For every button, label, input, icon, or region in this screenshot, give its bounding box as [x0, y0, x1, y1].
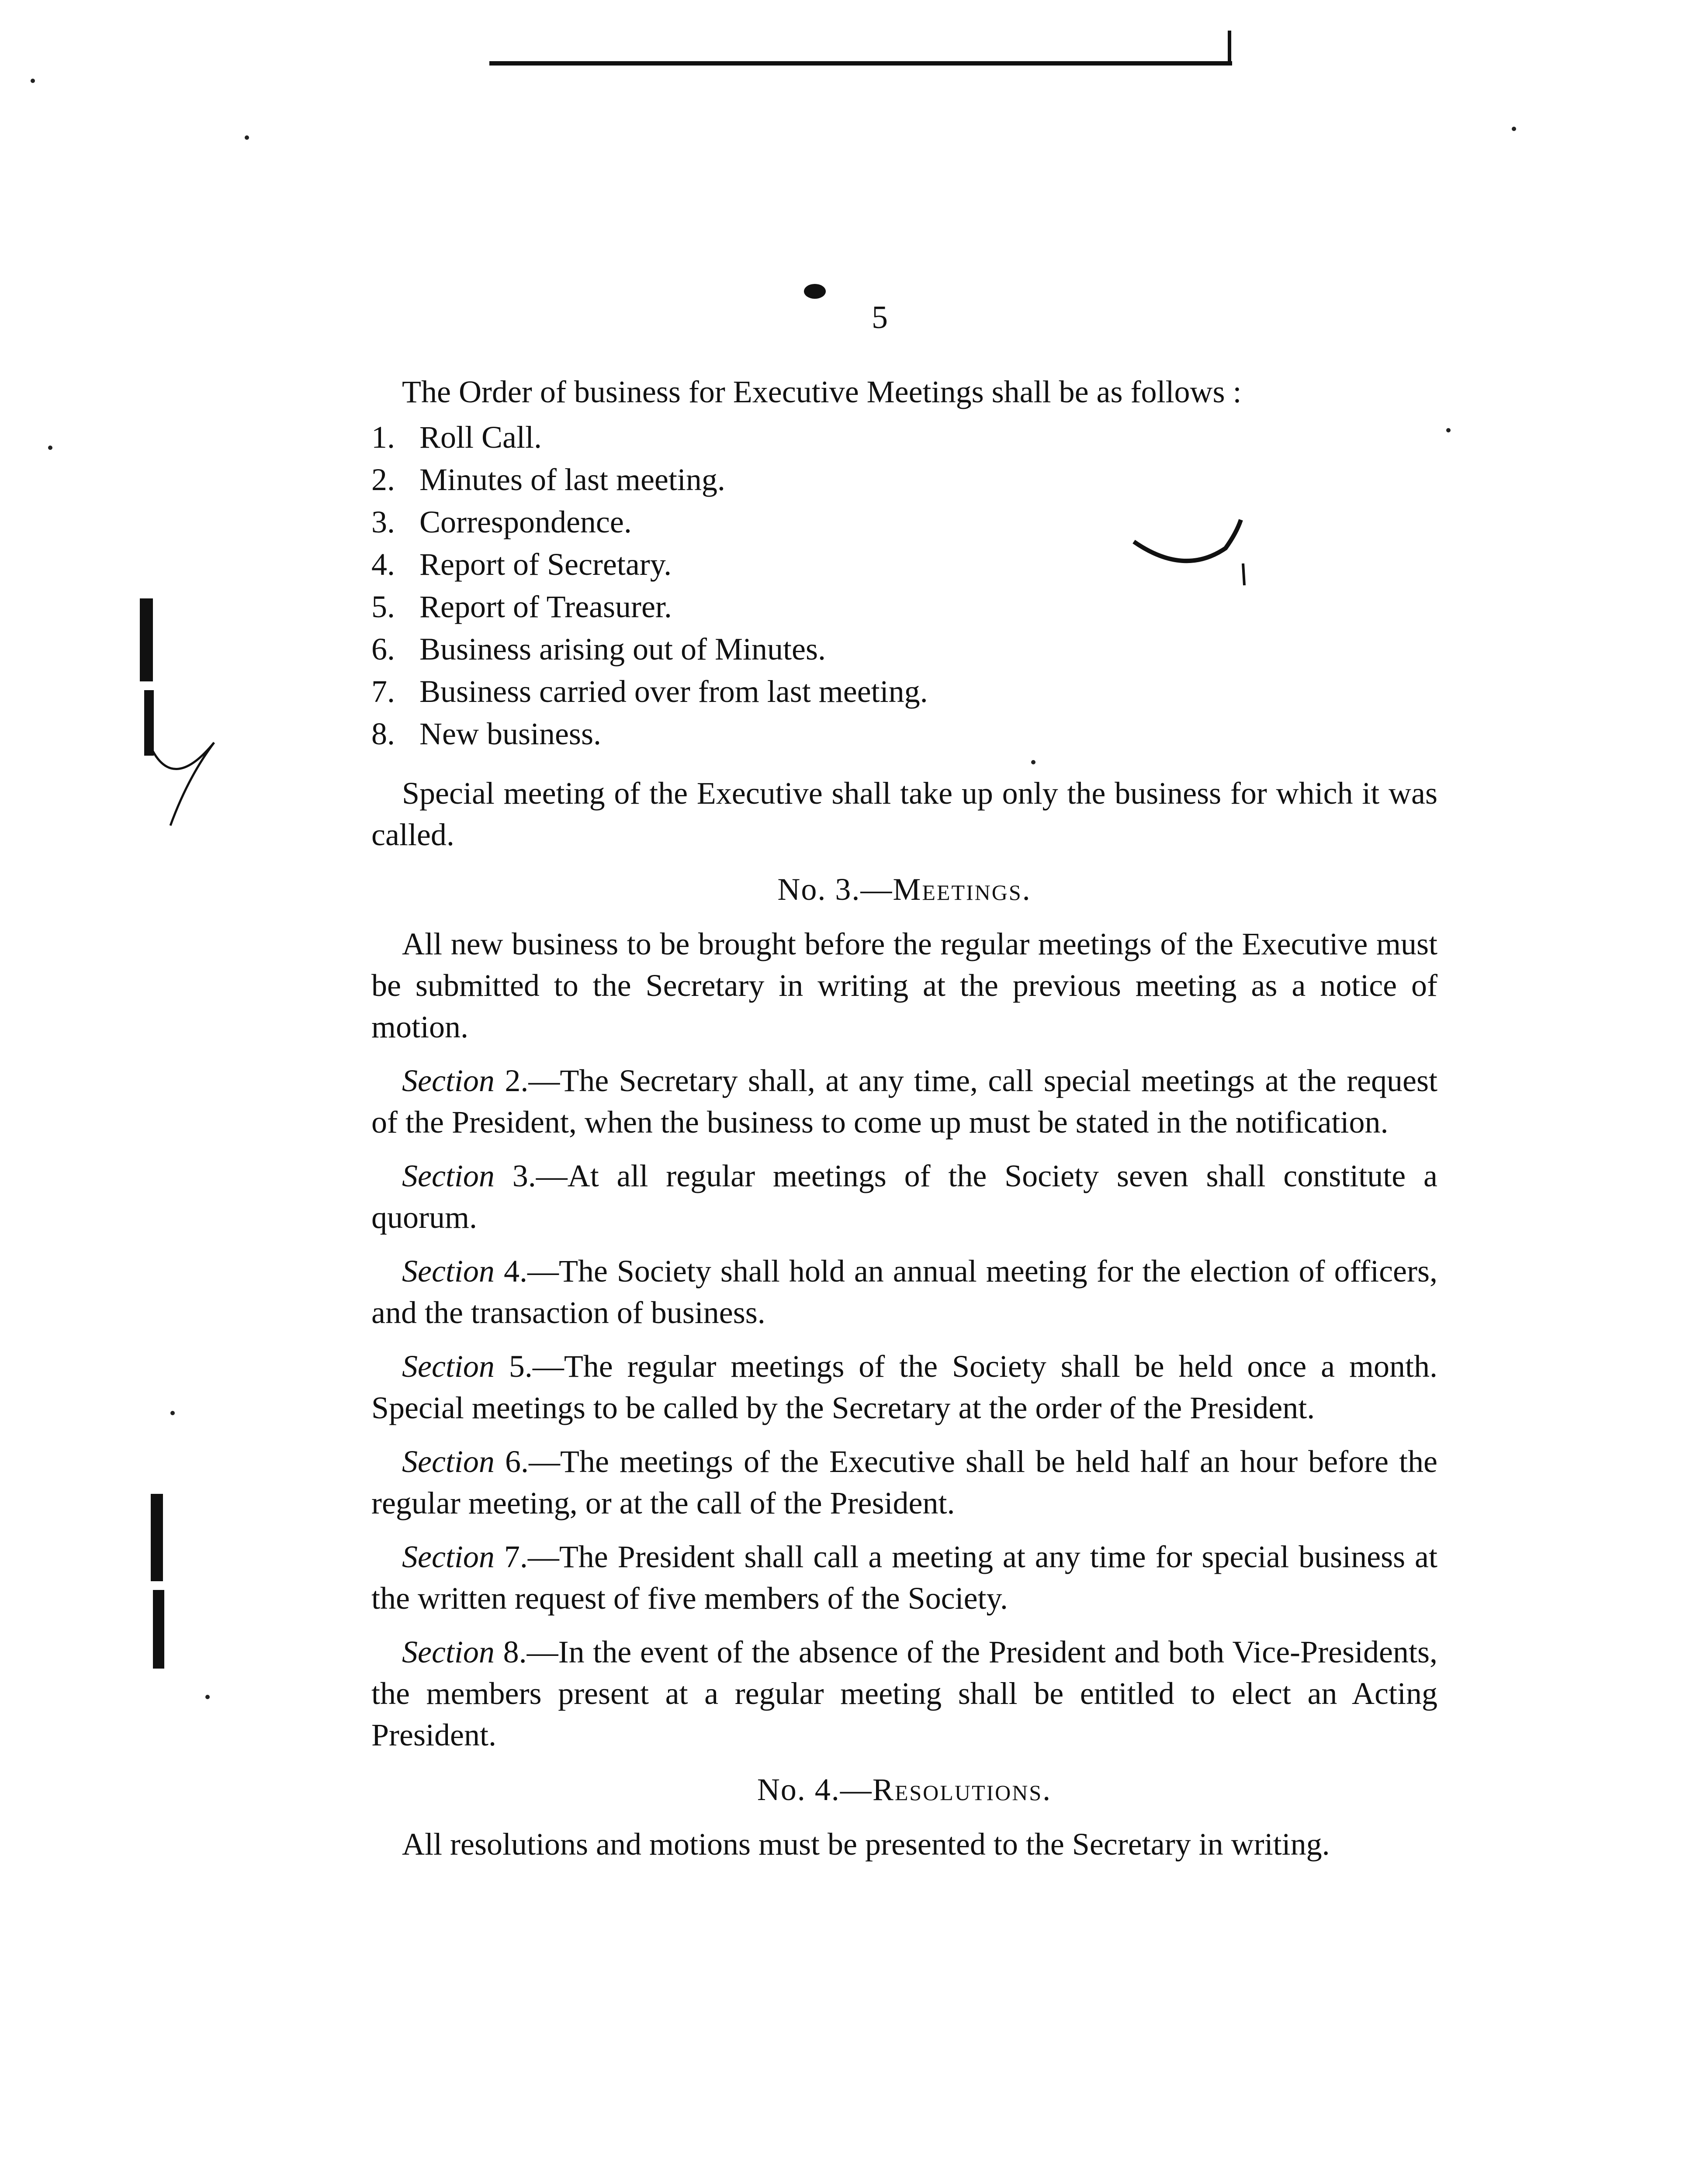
list-item	[371, 586, 1437, 628]
section-label: Section	[402, 1254, 495, 1289]
section-number: 5.	[509, 1349, 533, 1384]
list-item-text: Roll Call.	[419, 420, 542, 455]
heading-title: Meetings.	[893, 872, 1032, 907]
pencil-stroke	[149, 743, 227, 830]
section-paragraph	[371, 1251, 1437, 1334]
section-number: 3.	[512, 1158, 536, 1193]
list-item-number: 8.	[371, 716, 395, 751]
list-item-text: Report of Secretary.	[419, 547, 672, 582]
list-item	[371, 543, 1437, 586]
section-text: —The meetings of the Executive shall be held half an hour before the regular meeting, or at the call of the President.	[371, 1444, 1438, 1521]
section-label: Section	[402, 1444, 495, 1479]
section-text: —In the event of the absence of the President and both Vice-Presidents, the members present at a regular meeting shall be entitled to elect an Acting President.	[371, 1635, 1438, 1752]
section-label: Section	[402, 1349, 495, 1384]
list-item-text: New business.	[419, 716, 601, 751]
list-item	[371, 713, 1437, 755]
ink-blot	[804, 284, 826, 299]
list-item-text: Minutes of last meeting.	[419, 462, 725, 497]
list-item	[371, 416, 1437, 459]
list-item-number: 2.	[371, 462, 395, 497]
list-item	[371, 628, 1437, 670]
speck	[48, 446, 52, 450]
list-item-number: 5.	[371, 589, 395, 624]
section-label: Section	[402, 1158, 495, 1193]
section-text: —The Secretary shall, at any time, call special meetings at the request of the President, when the business to come up must be stated in the notification.	[371, 1063, 1437, 1140]
heading-title: Resolutions.	[872, 1772, 1052, 1807]
list-item-number: 7.	[371, 674, 395, 709]
top-rule	[489, 61, 1232, 66]
speck	[245, 135, 249, 140]
section-label: Section	[402, 1539, 495, 1574]
section-number: 7.	[504, 1539, 528, 1574]
heading-number: No. 3.—	[777, 872, 893, 907]
list-item-text: Business carried over from last meeting.	[419, 674, 928, 709]
special-meeting-paragraph: Special meeting of the Executive shall take up only the business for which it was called.	[371, 776, 1437, 852]
section-label: Section	[402, 1635, 495, 1669]
section-heading-resolutions	[371, 1769, 1437, 1811]
list-item	[371, 459, 1437, 501]
section-heading-meetings	[371, 869, 1437, 910]
speck	[170, 1411, 175, 1415]
list-item-number: 4.	[371, 547, 395, 582]
margin-bar-3	[151, 1494, 163, 1581]
section-number: 4.	[503, 1254, 527, 1289]
list-item-text: Business arising out of Minutes.	[419, 632, 826, 667]
top-rule-tick	[1228, 31, 1231, 66]
section-label: Section	[402, 1063, 495, 1098]
heading-number: No. 4.—	[757, 1772, 873, 1807]
meetings-intro: All new business to be brought before the regular meetings of the Executive must be submitted to the Secretary in writing at the previous meeting as a notice of motion.	[371, 926, 1437, 1044]
section-number: 6.	[505, 1444, 529, 1479]
section-paragraph	[371, 1441, 1437, 1524]
section-text: —The regular meetings of the Society shall be held once a month. Special meetings to be called by the Secretary at the order of the President.	[371, 1349, 1438, 1425]
list-item	[371, 501, 1437, 543]
margin-bar-4	[153, 1590, 164, 1669]
order-intro: The Order of business for Executive Meetings shall be as follows :	[402, 374, 1242, 409]
speck	[1512, 127, 1516, 131]
section-paragraph	[371, 1631, 1437, 1756]
section-paragraph	[371, 1536, 1437, 1619]
list-item-number: 1.	[371, 420, 395, 455]
list-item-number: 3.	[371, 505, 395, 539]
body-text	[371, 371, 1437, 1877]
list-item-text: Correspondence.	[419, 505, 632, 539]
section-text: —At all regular meetings of the Society seven shall constitute a quorum.	[371, 1158, 1437, 1235]
speck	[205, 1695, 210, 1699]
list-item	[371, 670, 1437, 713]
section-paragraph	[371, 1155, 1437, 1238]
section-paragraph	[371, 1060, 1437, 1143]
speck	[1446, 428, 1451, 432]
list-item-number: 6.	[371, 632, 395, 667]
list-item-text: Report of Treasurer.	[419, 589, 672, 624]
section-number: 8.	[503, 1635, 527, 1669]
speck	[31, 79, 35, 83]
order-of-business-list	[371, 416, 1437, 755]
margin-bar-1	[140, 598, 153, 681]
section-text: —The Society shall hold an annual meeting for the election of officers, and the transaction of business.	[371, 1254, 1438, 1330]
section-paragraph	[371, 1346, 1437, 1429]
section-number: 2.	[505, 1063, 529, 1098]
page-number: 5	[872, 300, 888, 335]
section-text: —The President shall call a meeting at any time for special business at the written request of five members of the Society.	[371, 1539, 1438, 1616]
resolutions-paragraph: All resolutions and motions must be presented to the Secretary in writing.	[402, 1827, 1330, 1862]
